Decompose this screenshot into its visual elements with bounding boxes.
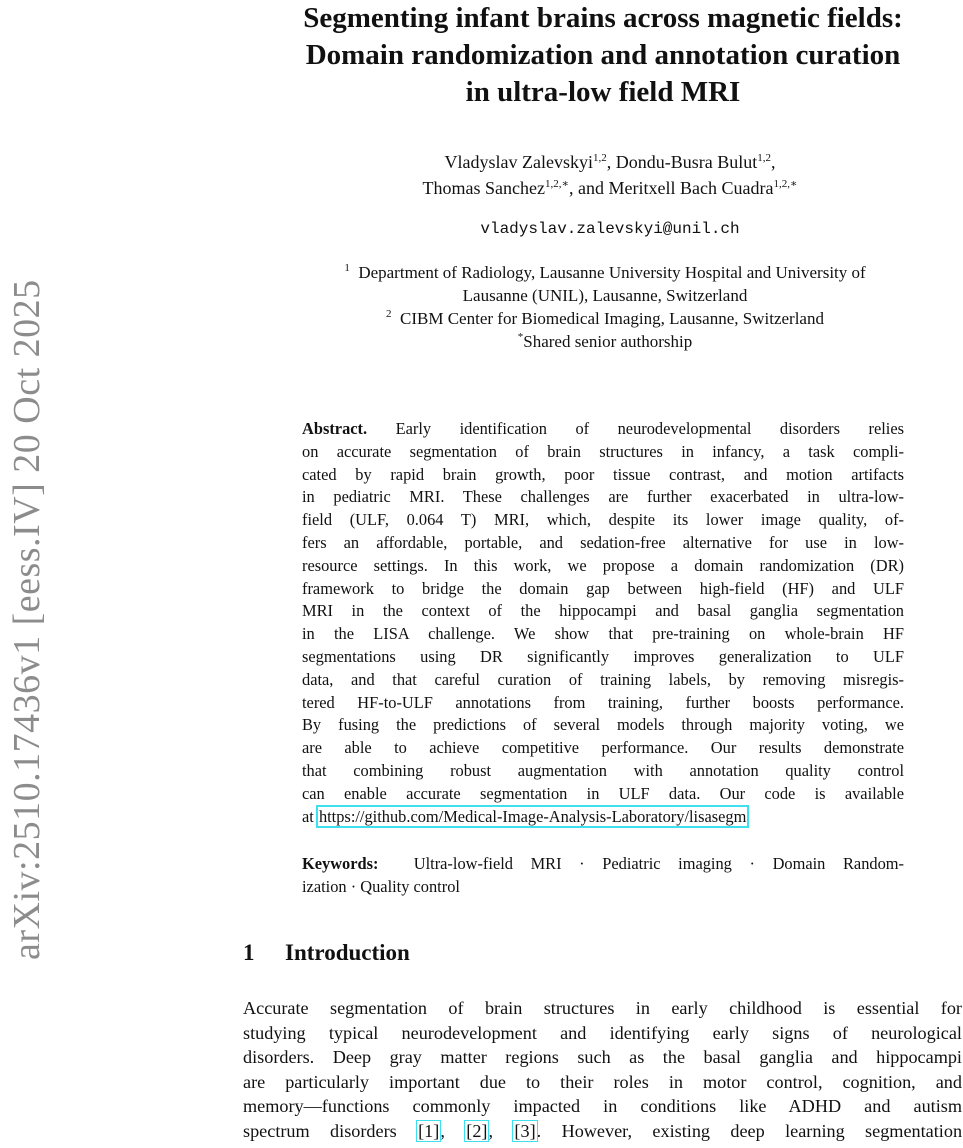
abstract-line xyxy=(302,806,904,829)
author-affiliation-marker: 1,2 xyxy=(757,152,771,164)
intro-text: , xyxy=(488,1120,514,1141)
author-line-2 xyxy=(300,175,920,201)
author-name: Dondu-Busra Bulut xyxy=(615,152,758,172)
abstract-line: in pediatric MRI. These challenges are further exacerbated in ultra-low- xyxy=(302,487,904,507)
abstract-line: tered HF-to-ULF annotations from training, further boosts performance. xyxy=(302,692,904,712)
citation-number: 2 xyxy=(472,1120,482,1141)
citation-link[interactable]: [3] xyxy=(514,1120,536,1141)
title-line-3: in ultra-low field MRI xyxy=(465,76,741,108)
citation-link[interactable]: [2] xyxy=(466,1120,488,1141)
paper-title xyxy=(248,0,958,111)
section-number: 1 xyxy=(243,940,255,965)
citation-link[interactable]: [1] xyxy=(418,1120,440,1141)
section-title: Introduction xyxy=(285,940,410,965)
abstract-line: cated by rapid brain growth, poor tissue contrast, and motion artifacts xyxy=(302,464,904,484)
abstract-line: in the LISA challenge. We show that pre-training on whole-brain HF xyxy=(302,624,904,644)
shared-text: Shared senior authorship xyxy=(523,332,693,351)
author-name: Vladyslav Zalevskyi xyxy=(444,152,593,172)
author-affiliation-marker: 1,2,∗ xyxy=(545,178,569,190)
abstract-line: on accurate segmentation of brain structures in infancy, a task compli- xyxy=(302,441,904,461)
abstract-line: segmentations using DR significantly improves generalization to ULF xyxy=(302,646,904,666)
author-separator: , xyxy=(770,152,776,172)
abstract-line: By fusing the predictions of several models through majority voting, we xyxy=(302,715,904,735)
affiliation-1-line-1 xyxy=(270,261,940,284)
shared-marker: * xyxy=(517,331,524,343)
arxiv-identifier: arXiv:2510.17436v1 [eess.IV] 20 Oct 2025 xyxy=(6,279,48,960)
code-repository-link[interactable]: https://github.com/Medical-Image-Analysis-Laboratory/lisasegm xyxy=(318,806,747,826)
abstract-line: fers an affordable, portable, and sedation-free alternative for use in low- xyxy=(302,532,904,552)
affiliation-number: 2 xyxy=(386,308,392,320)
author-name: Meritxell Bach Cuadra xyxy=(608,178,774,198)
keywords xyxy=(302,852,904,898)
abstract-line xyxy=(302,418,904,441)
author-separator: , xyxy=(606,152,616,172)
affiliation-2 xyxy=(270,307,940,330)
intro-line: studying typical neurodevelopment and identifying early signs of neurological xyxy=(243,1022,962,1043)
author-affiliation-marker: 1,2 xyxy=(592,152,607,164)
keywords-label: Keywords: xyxy=(302,854,379,873)
title-line-2: Domain randomization and annotation curation xyxy=(305,39,901,71)
keywords-text: Ultra-low-field MRI · Pediatric imaging · Domain Random- xyxy=(413,854,905,873)
abstract-line: MRI in the context of the hippocampi and basal ganglia segmentation xyxy=(302,601,904,621)
intro-text: spectrum disorders xyxy=(243,1120,418,1141)
citation-number: 3 xyxy=(520,1120,530,1141)
abstract-line: that combining robust augmentation with annotation quality control xyxy=(302,760,904,780)
title-line-1: Segmenting infant brains across magnetic fields: xyxy=(303,2,903,34)
intro-line: memory—functions commonly impacted in conditions like ADHD and autism xyxy=(243,1096,962,1117)
affiliation-text: Department of Radiology, Lausanne University Hospital and University of xyxy=(358,263,866,282)
keywords-line xyxy=(302,852,904,875)
abstract-text: Early identification of neurodevelopmental disorders relies xyxy=(395,419,904,438)
affiliation-1-line-2: Lausanne (UNIL), Lausanne, Switzerland xyxy=(462,286,748,305)
introduction-body xyxy=(243,996,962,1144)
abstract-line: field (ULF, 0.064 T) MRI, which, despite its lower image quality, of- xyxy=(302,510,904,530)
abstract-line: framework to bridge the domain gap between high-field (HF) and ULF xyxy=(302,578,904,598)
intro-text: . However, existing deep learning segmentation xyxy=(536,1120,963,1141)
contact-email: vladyslav.zalevskyi@unil.ch xyxy=(480,220,740,238)
abstract-line: data, and that careful curation of training labels, by removing misregis- xyxy=(302,669,904,689)
author-name: Thomas Sanchez xyxy=(422,178,546,198)
intro-line: are particularly important due to their roles in motor control, cognition, and xyxy=(243,1071,962,1092)
intro-line xyxy=(243,1119,962,1144)
abstract-text: at xyxy=(302,806,318,826)
affiliations xyxy=(270,261,940,353)
citation-number: 1 xyxy=(424,1120,434,1141)
author-line-1 xyxy=(300,149,920,175)
section-heading xyxy=(243,940,410,966)
author-list xyxy=(300,149,920,201)
abstract-line: are able to achieve competitive performance. Our results demonstrate xyxy=(302,738,904,758)
keywords-line: ization · Quality control xyxy=(302,877,460,896)
abstract-line: can enable accurate segmentation in ULF data. Our code is available xyxy=(302,783,904,803)
author-affiliation-marker: 1,2,∗ xyxy=(773,178,798,190)
abstract-line: resource settings. In this work, we propose a domain randomization (DR) xyxy=(302,555,904,575)
abstract-label: Abstract. xyxy=(302,419,368,438)
affiliation-number: 1 xyxy=(344,262,350,274)
shared-authorship-note xyxy=(270,330,940,353)
affiliation-text: CIBM Center for Biomedical Imaging, Lausanne, Switzerland xyxy=(400,309,824,328)
intro-line: disorders. Deep gray matter regions such as the basal ganglia and hippocampi xyxy=(243,1047,962,1068)
author-separator: , and xyxy=(569,178,609,198)
abstract xyxy=(302,418,904,828)
intro-text: , xyxy=(440,1120,466,1141)
intro-line: Accurate segmentation of brain structures in early childhood is essential for xyxy=(243,998,962,1018)
